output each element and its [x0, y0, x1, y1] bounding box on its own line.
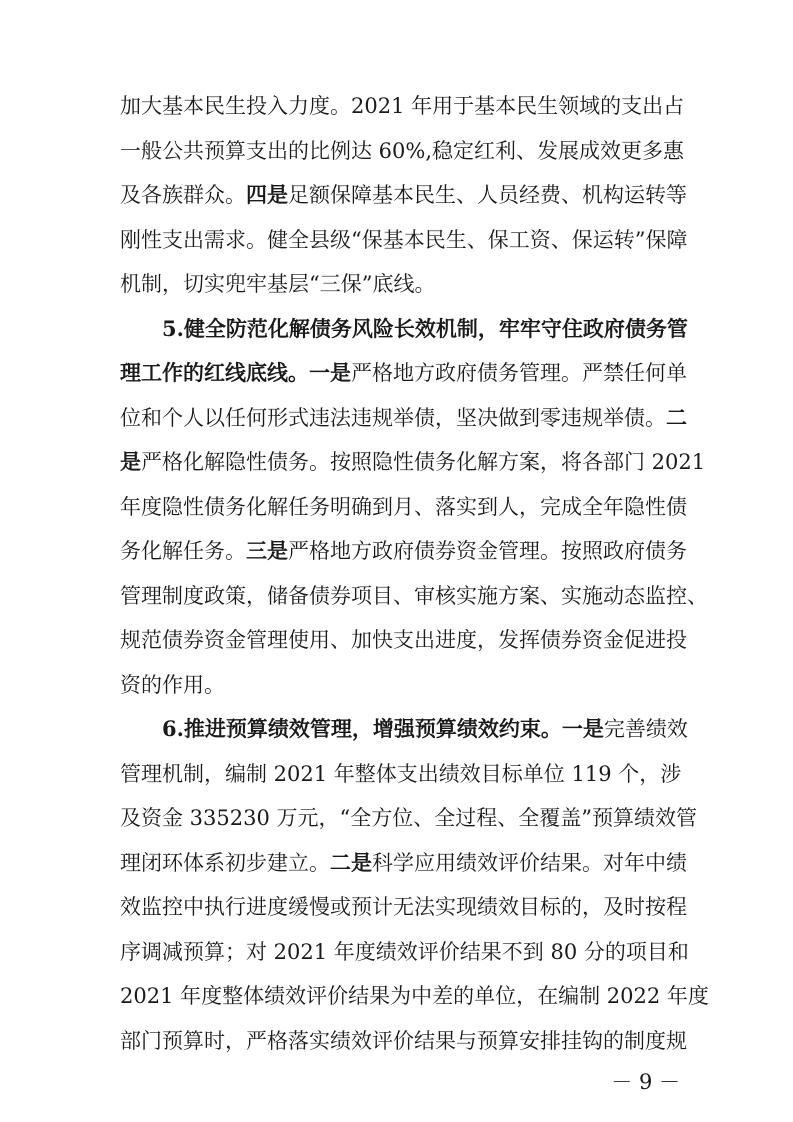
text-segment: 及各族群众。 [120, 183, 246, 207]
text-segment: 理闭环体系初步建立。 [120, 850, 330, 875]
text-line [120, 353, 687, 393]
text-segment: 严格地方政府债务管理。严禁任何单 [351, 361, 687, 385]
text-line: 规范债券资金管理使用、加快支出进度，发挥债券资金促进投 [120, 628, 687, 652]
text-line [120, 398, 687, 438]
emphasis-marker: 一是 [561, 716, 604, 741]
text-line: 2021 年度整体绩效评价结果为中差的单位，在编制 2022 年度 [120, 984, 709, 1008]
emphasis-marker: 四是 [246, 182, 288, 207]
text-segment: 严格化解隐性债务。按照隐性债务化解方案，将各部门 2021 [141, 450, 706, 474]
emphasis-marker: 二 [666, 404, 687, 430]
text-line: 年度隐性债务化解任务明确到月、落实到人，完成全年隐性债 [120, 494, 687, 519]
text-segment: 严格地方政府债券资金管理。按照政府债务 [288, 539, 687, 563]
text-segment: 完善绩效 [603, 717, 688, 741]
text-line [120, 843, 687, 883]
emphasis-marker: 二是 [330, 849, 372, 875]
text-segment: 科学应用绩效评价结果。对年中绩 [372, 850, 687, 875]
text-line [120, 442, 706, 482]
text-segment: 足额保障基本民生、人员经费、机构运转等 [288, 183, 687, 207]
text-line: 及资金 335230 万元，“全方位、全过程、全覆盖”预算绩效管 [120, 806, 697, 830]
page-number: － 9 － [611, 1070, 680, 1094]
text-line: 管理机制，编制 2021 年整体支出绩效目标单位 119 个，涉 [120, 761, 682, 786]
text-line [120, 531, 687, 571]
text-line [120, 175, 687, 215]
section-heading-tail: 理工作的红线底线。 [120, 360, 309, 385]
section-heading: 5.健全防范化解债务风险长效机制，牢牢守住政府债务管 [162, 315, 688, 341]
text-line: 一般公共预算支出的比例达 60%,稳定红利、发展成效更多惠 [120, 138, 685, 163]
text-segment: 位和个人以任何形式违法违规举债，坚决做到零违规举债。 [120, 405, 666, 430]
text-segment: 务化解任务。 [120, 539, 246, 563]
emphasis-marker: 是 [120, 449, 141, 474]
text-line [162, 709, 688, 749]
emphasis-marker: 三是 [246, 538, 288, 563]
text-line: 部门预算时，严格落实绩效评价结果与预算安排挂钩的制度规 [120, 1028, 687, 1053]
text-line: 资的作用。 [120, 672, 225, 697]
text-line: 效监控中执行进度缓慢或预计无法实现绩效目标的，及时按程 [120, 895, 687, 919]
text-line: 机制，切实兜牢基层“三保”底线。 [120, 272, 436, 296]
section-heading: 6.推进预算绩效管理，增强预算绩效约束。 [162, 716, 562, 741]
text-line: 刚性支出需求。健全县级“保基本民生、保工资、保运转”保障 [120, 227, 688, 252]
text-line: 管理制度政策，储备债券项目、审核实施方案、实施动态监控、 [120, 583, 708, 608]
emphasis-marker: 一是 [309, 360, 351, 385]
text-line: 序调减预算；对 2021 年度绩效评价结果不到 80 分的项目和 [120, 939, 689, 964]
text-line: 加大基本民生投入力度。2021 年用于基本民生领域的支出占 [120, 94, 685, 118]
